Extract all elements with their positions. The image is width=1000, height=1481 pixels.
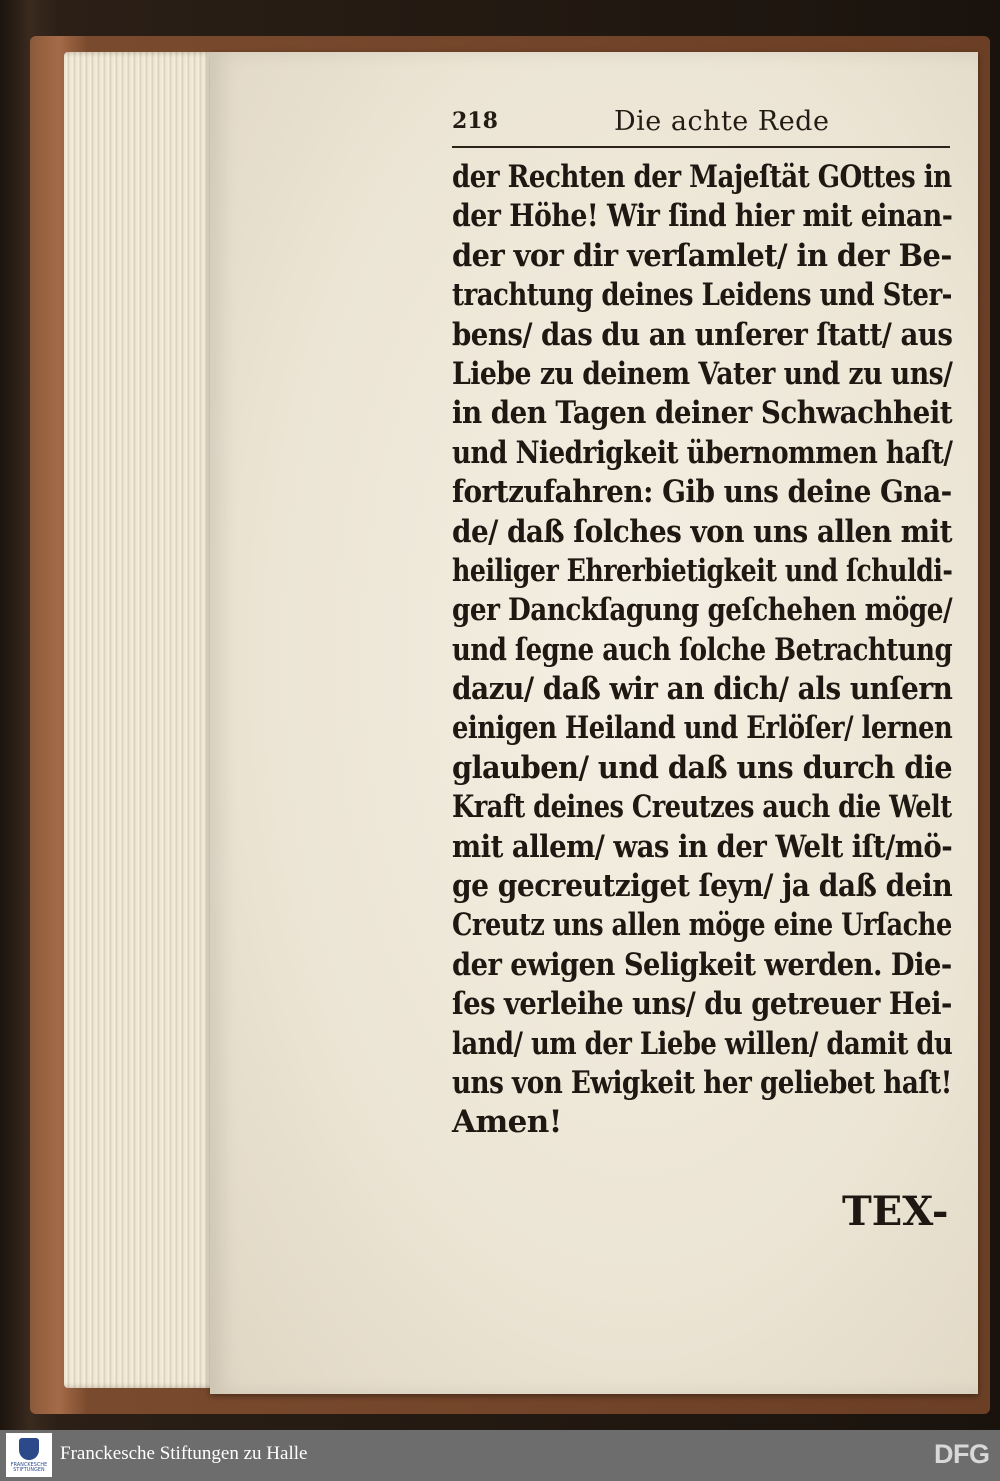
text-line: glauben/ und daß uns durch die bbox=[452, 749, 953, 786]
text-line: mit allem/ was in der Welt iſt/mö- bbox=[452, 828, 953, 865]
institution-name: Franckesche Stiftungen zu Halle bbox=[60, 1443, 308, 1464]
text-line: der Rechten der Majeſtät GOttes in bbox=[452, 159, 952, 195]
text-line: der Höhe! Wir ſind hier mit einan- bbox=[452, 198, 953, 235]
text-line: dazu/ daß wir an dich/ als unſern bbox=[452, 671, 953, 708]
text-line: Creutz uns allen möge eine Urſache bbox=[452, 907, 952, 944]
institution-logo-text: FRANCKESCHE STIFTUNGEN bbox=[10, 1463, 48, 1474]
text-line: der vor dir verſamlet/ in der Be- bbox=[452, 237, 952, 274]
text-line: Kraft deines Creutzes auch die Welt bbox=[452, 789, 952, 826]
viewer-footer bbox=[0, 1430, 1000, 1481]
page-edges bbox=[64, 52, 224, 1388]
page-number: 218 bbox=[452, 108, 498, 134]
text-line: ger Danckſagung geſchehen möge/ bbox=[452, 592, 953, 629]
text-line: ſes verleihe uns/ du getreuer Hei- bbox=[452, 986, 952, 1023]
text-line: land/ um der Liebe willen/ damit du bbox=[452, 1025, 953, 1062]
text-line: und Niedrigkeit übernommen haſt/ bbox=[452, 434, 953, 471]
text-line: fortzufahren: Gib uns deine Gna- bbox=[452, 474, 952, 511]
text-line: Liebe zu deinem Vater und zu uns/ bbox=[452, 355, 953, 392]
text-line: der ewigen Seligkeit werden. Die- bbox=[452, 946, 952, 983]
text-line: uns von Ewigkeit her geliebet haſt! bbox=[452, 1064, 952, 1101]
text-line: Amen! bbox=[452, 1104, 562, 1141]
running-head: Die achte Rede bbox=[614, 106, 830, 137]
text-line: einigen Heiland und Erlöſer/ lernen bbox=[452, 710, 953, 747]
institution-logo bbox=[6, 1433, 52, 1477]
body-text bbox=[452, 158, 952, 1143]
text-line: de/ daß ſolches von uns allen mit bbox=[452, 513, 952, 550]
dfg-logo: DFG bbox=[934, 1439, 990, 1469]
text-line: bens/ das du an unſerer ſtatt/ aus bbox=[452, 316, 953, 353]
text-line: in den Tagen deiner Schwachheit bbox=[452, 395, 953, 432]
text-line: und ſegne auch ſolche Betrachtung bbox=[452, 631, 953, 668]
text-line: ge gecreutziget ſeyn/ ja daß dein bbox=[452, 868, 953, 905]
crest-icon bbox=[19, 1438, 39, 1460]
catchword: TEX- bbox=[842, 1188, 949, 1235]
text-line: heiliger Ehrerbietigkeit und ſchuldi- bbox=[452, 552, 953, 589]
page-header bbox=[452, 104, 950, 148]
text-line: trachtung deines Leidens und Ster- bbox=[452, 277, 952, 314]
